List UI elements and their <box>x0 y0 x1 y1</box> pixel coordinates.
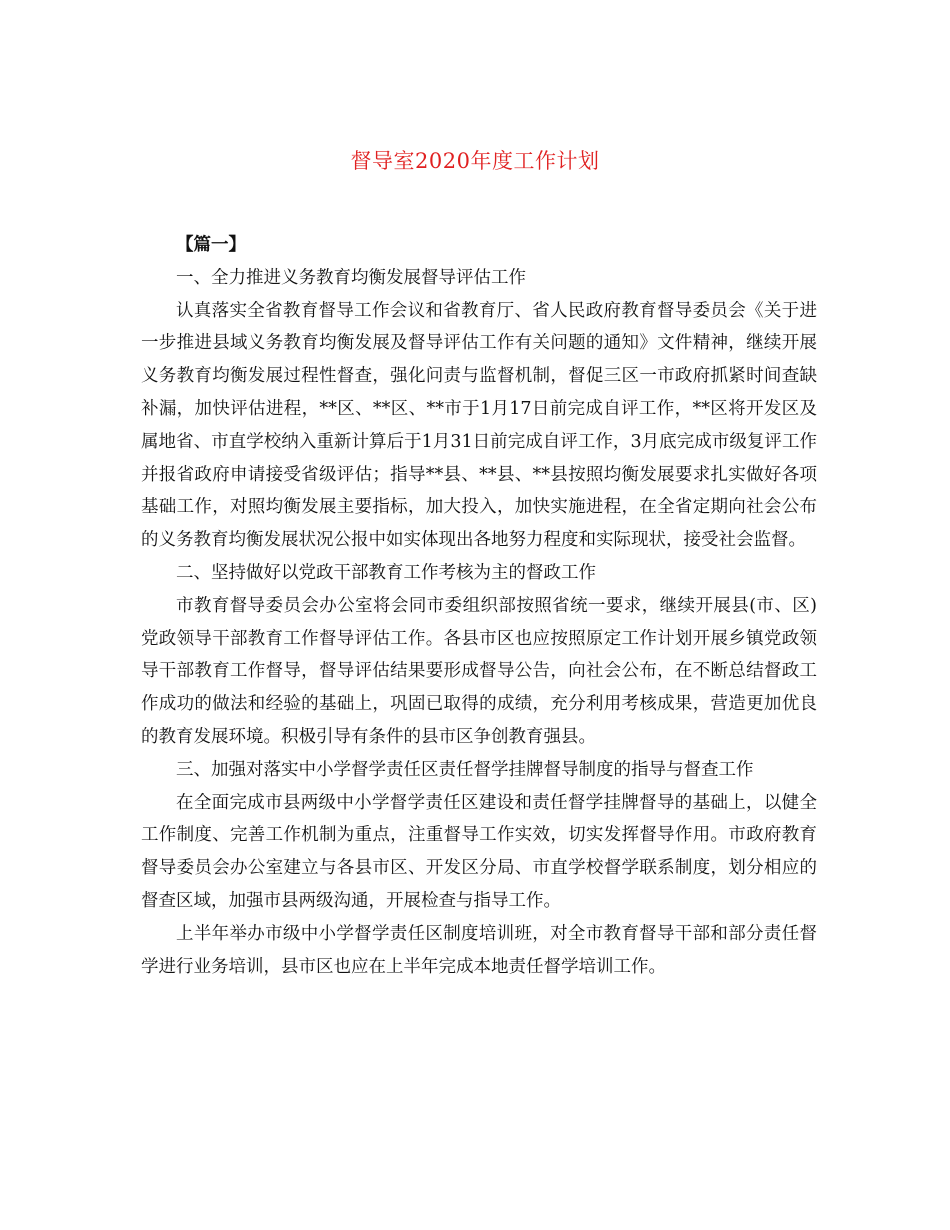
paragraph-section-2: 市教育督导委员会办公室将会同市委组织部按照省统一要求，继续开展县(市、区)党政领导干部教育工作督导评估工作。各县市区也应按照原定工作计划开展乡镇党政领导干部教育工作督导，督导评估结果要形成督导公告，向社会公布，在不断总结督政工作成功的做法和经验的基础上，巩固已取得的成绩，充分利用考核成果，营造更加优良的教育发展环境。积极引导有条件的县市区争创教育强县。 <box>141 595 817 747</box>
paragraph-training: 上半年举办市级中小学督学责任区制度培训班，对全市教育督导干部和部分责任督学进行业务培训，县市区也应在上半年完成本地责任督学培训工作。 <box>141 923 817 977</box>
section-label: 【篇一】 <box>176 235 246 255</box>
heading-section-1: 一、全力推进义务教育均衡发展督导评估工作 <box>176 267 526 288</box>
document-title: 督导室2020年度工作计划 <box>350 149 600 173</box>
paragraph-section-1: 认真落实全省教育督导工作会议和省教育厅、省人民政府教育督导委员会《关于进一步推进县域义务教育均衡发展及督导评估工作有关问题的通知》文件精神，继续开展义务教育均衡发展过程性督查，强化问责与监督机制，督促三区一市政府抓紧时间查缺补漏，加快评估进程，**区、**区、**市于1月17日前完成自评工作，**区将开发区及属地省、市直学校纳入重新计算后于1月31日前完成自评工作，3月底完成市级复评工作并报省政府申请接受省级评估；指导**县、**县、**县按照均衡发展要求扎实做好各项基础工作，对照均衡发展主要指标，加大投入，加快实施进程，在全省定期向社会公布的义务教育均衡发展状况公报中如实体现出各地努力程度和实际现状，接受社会监督。 <box>141 300 817 551</box>
document-body <box>141 229 817 983</box>
paragraph-section-3: 在全面完成市县两级中小学督学责任区建设和责任督学挂牌督导的基础上，以健全工作制度、完善工作机制为重点，注重督导工作实效，切实发挥督导作用。市政府教育督导委员会办公室建立与各县市区、开发区分局、市直学校督学联系制度，划分相应的督查区域，加强市县两级沟通，开展检查与指导工作。 <box>141 792 817 911</box>
heading-section-3: 三、加强对落实中小学督学责任区责任督学挂牌督导制度的指导与督查工作 <box>176 759 754 780</box>
heading-section-2: 二、坚持做好以党政干部教育工作考核为主的督政工作 <box>176 562 596 583</box>
